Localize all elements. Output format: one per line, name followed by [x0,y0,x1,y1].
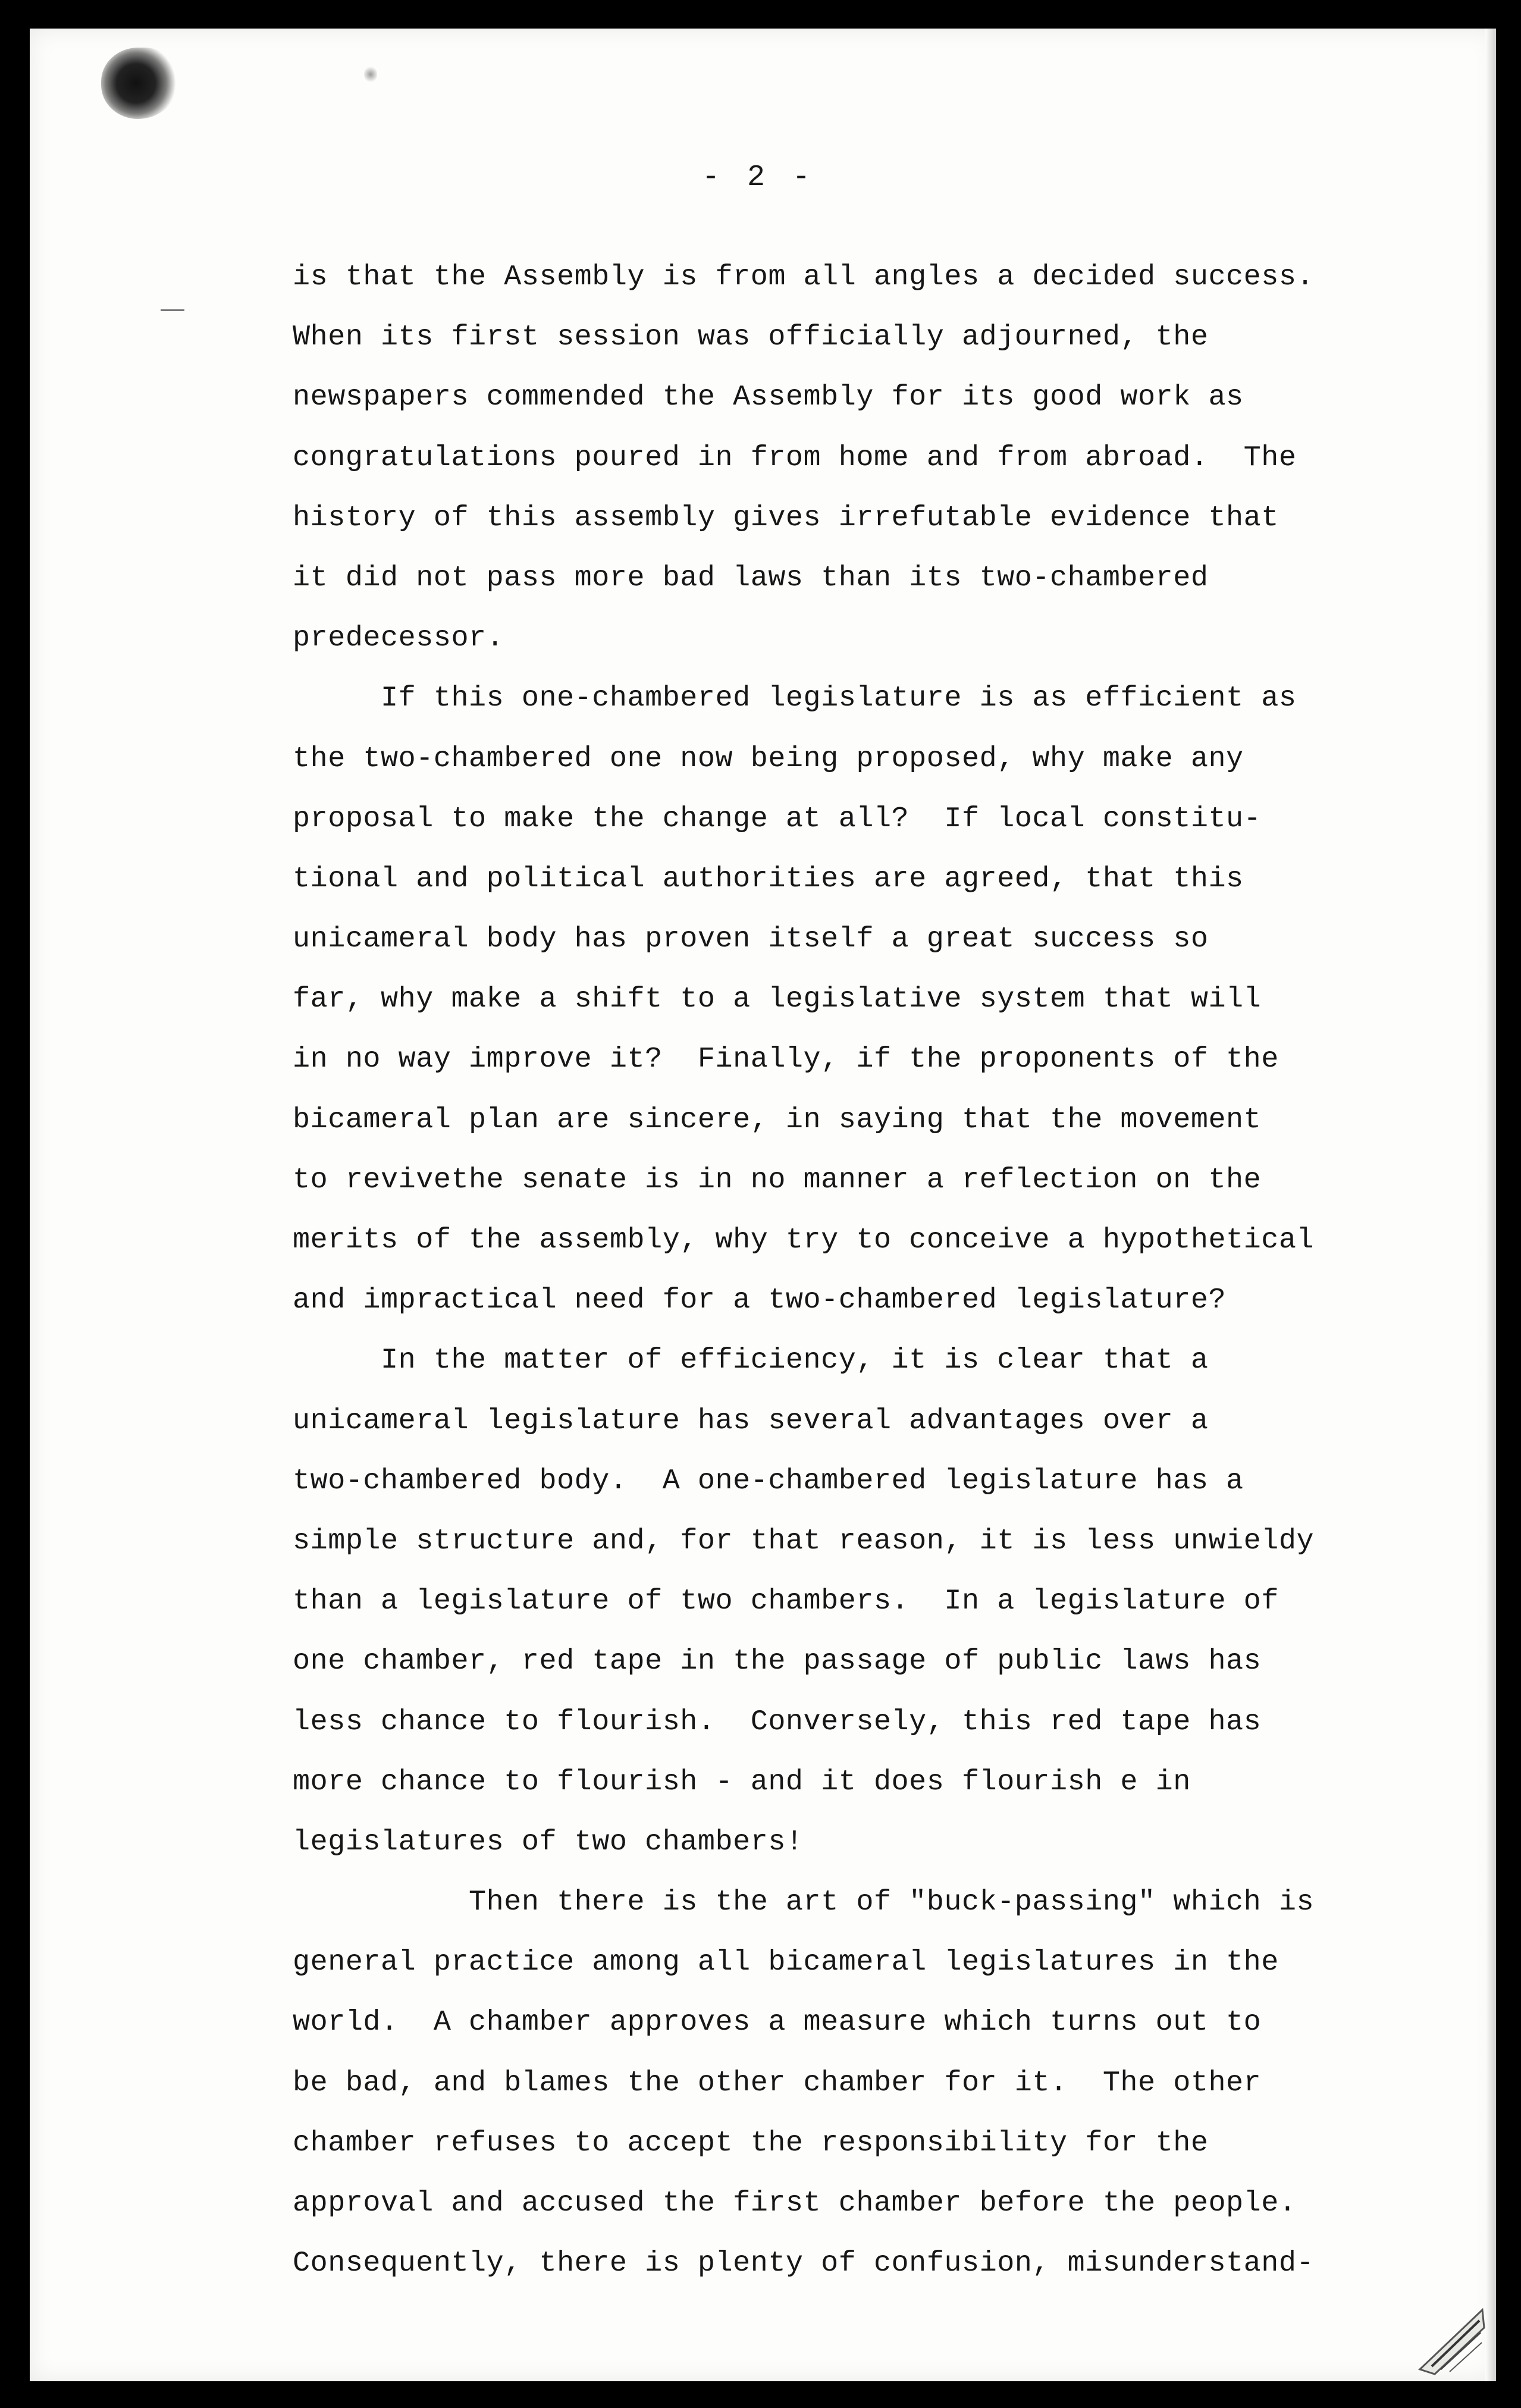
text-line: be bad, and blames the other chamber for it. The other [293,2066,1262,2099]
text-line: more chance to flourish - and it does flourish e in [293,1765,1191,1798]
text-line: two-chambered body. A one-chambered legislature has a [293,1464,1244,1497]
text-line: merits of the assembly, why try to conceive a hypothetical [293,1224,1315,1256]
text-line: Consequently, there is plenty of confusion, misunderstand- [293,2247,1315,2280]
text-line: to revivethe senate is in no manner a reflection on the [293,1163,1262,1196]
text-line: If this one-chambered legislature is as efficient as [293,682,1297,715]
text-line: simple structure and, for that reason, it is less unwieldy [293,1524,1315,1557]
text-line: tional and political authorities are agreed, that this [293,862,1244,895]
paper-edge-shadow [1485,29,1496,2381]
text-line: unicameral body has proven itself a great success so [293,923,1209,956]
text-line: approval and accused the first chamber before the people. [293,2187,1297,2219]
text-line: general practice among all bicameral legislatures in the [293,1946,1279,1979]
small-smudge-mark [364,65,377,83]
text-line: In the matter of efficiency, it is clear that a [293,1344,1209,1377]
text-line: Then there is the art of "buck-passing" which is [293,1886,1315,1919]
text-line: in no way improve it? Finally, if the proponents of the [293,1043,1279,1076]
text-line: chamber refuses to accept the responsibility for the [293,2126,1209,2159]
page-corner-curl [1408,2286,1485,2375]
text-line: proposal to make the change at all? If local constitu- [293,802,1262,835]
text-line: the two-chambered one now being proposed, why make any [293,742,1244,775]
text-line: history of this assembly gives irrefutable evidence that [293,501,1279,534]
text-line: than a legislature of two chambers. In a legislature of [293,1585,1279,1618]
text-line: congratulations poured in from home and from abroad. The [293,441,1297,474]
text-line: bicameral plan are sincere, in saying that the movement [293,1103,1262,1136]
margin-pencil-mark [161,309,184,311]
text-line: and impractical need for a two-chambered legislature? [293,1284,1227,1317]
text-line: far, why make a shift to a legislative system that will [293,983,1262,1016]
text-line: less chance to flourish. Conversely, this red tape has [293,1705,1262,1738]
text-line: predecessor. [293,622,504,655]
text-line: it did not pass more bad laws than its two-chambered [293,561,1209,594]
text-line: one chamber, red tape in the passage of public laws has [293,1645,1262,1678]
text-line: world. A chamber approves a measure which turns out to [293,2006,1262,2039]
text-line: newspapers commended the Assembly for its good work as [293,381,1244,414]
page-number: - 2 - [702,161,816,195]
text-line: When its first session was officially adjourned, the [293,321,1209,354]
typewritten-body-text [293,247,1381,2293]
text-line: legislatures of two chambers! [293,1825,804,1858]
text-line: is that the Assembly is from all angles a decided success. [293,261,1315,293]
text-line: unicameral legislature has several advantages over a [293,1404,1209,1437]
